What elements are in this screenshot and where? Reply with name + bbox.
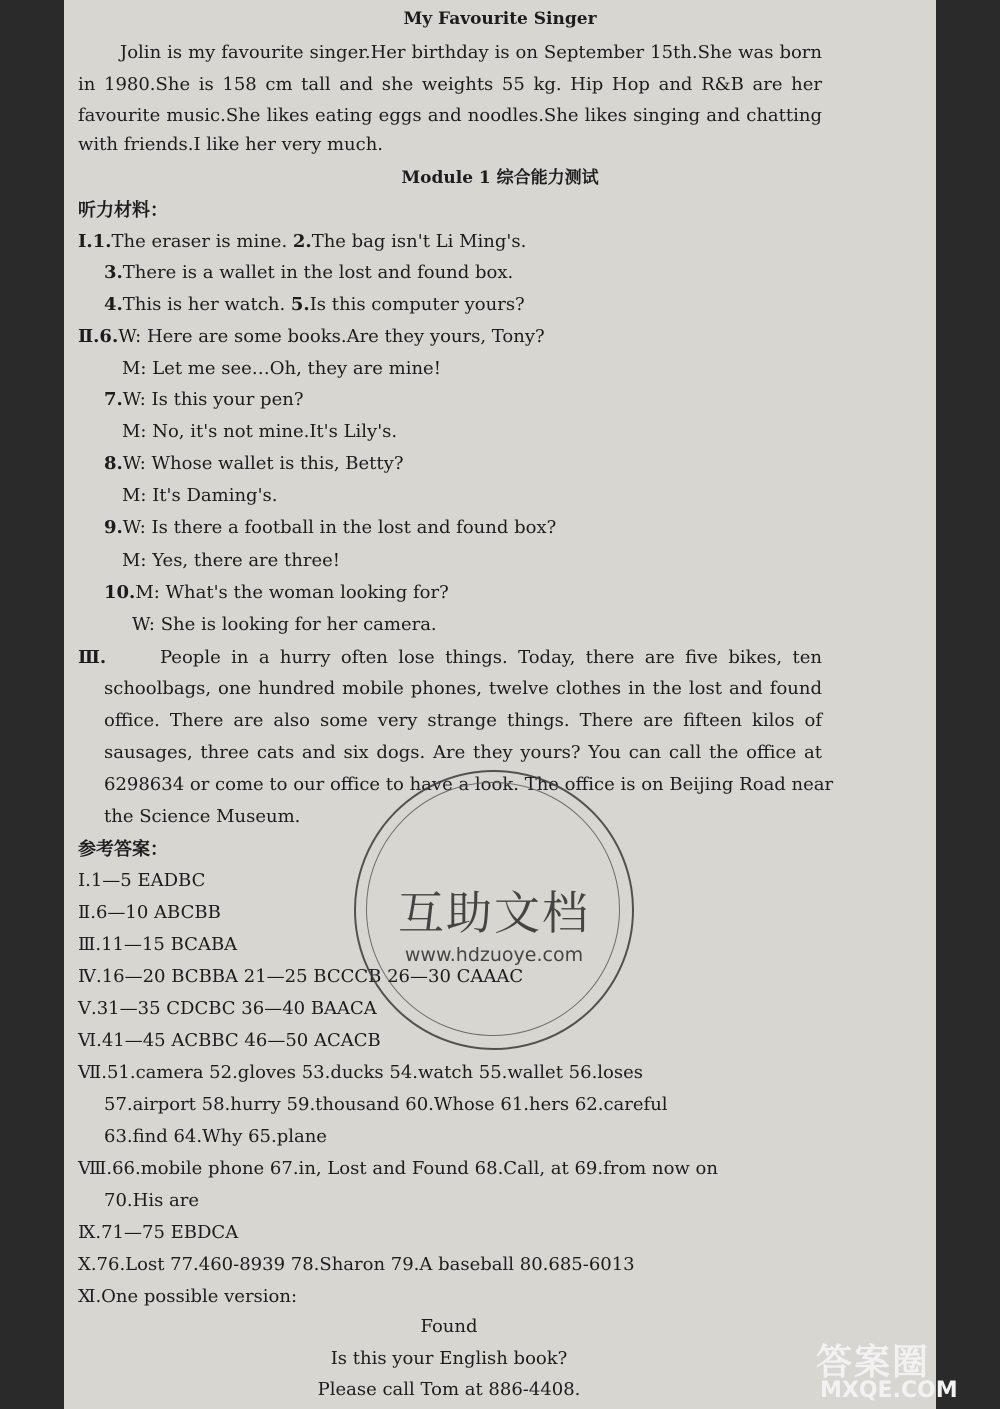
listening-line: 9.W: Is there a football in the lost and found box? — [104, 517, 557, 538]
answer-line: Ⅸ.71—75 EBDCA — [78, 1222, 239, 1243]
notice-title: Found — [420, 1316, 478, 1337]
answer-line: Ⅺ.One possible version: — [78, 1286, 298, 1307]
listening-line: M: Yes, there are three! — [122, 550, 341, 571]
notice-line: Is this your English book? — [330, 1348, 568, 1369]
passage-number: Ⅲ. — [78, 647, 107, 668]
answer-line: Ⅵ.41—45 ACBBC 46—50 ACACB — [78, 1030, 381, 1051]
document-page — [64, 0, 936, 1409]
listening-label: 听力材料： — [78, 200, 168, 221]
answers-label: 参考答案： — [78, 839, 168, 860]
stamp-cn-text: 互助文档 — [398, 886, 590, 940]
listening-line: M: No, it's not mine.It's Lily's. — [122, 421, 398, 442]
listening-line: Ⅱ.6.W: Here are some books.Are they yours, Tony? — [78, 326, 545, 347]
answer-line: Ⅱ.6—10 ABCBB — [78, 902, 221, 923]
essay-line: Jolin is my favourite singer.Her birthday is on September 15th.She was born — [120, 42, 822, 63]
answer-line: 57.airport 58.hurry 59.thousand 60.Whose 61.hers 62.careful — [104, 1094, 668, 1115]
listening-line: 7.W: Is this your pen? — [104, 389, 304, 410]
essay-line: favourite music.She likes eating eggs and noodles.She likes singing and chatting — [78, 105, 822, 126]
passage-line: sausages, three cats and six dogs. Are they yours? You can call the office at — [104, 742, 822, 763]
answer-line: Ⅰ.1—5 EADBC — [78, 870, 206, 891]
answer-line: Ⅷ.66.mobile phone 67.in, Lost and Found 68.Call, at 69.from now on — [78, 1158, 718, 1179]
answer-line: 63.find 64.Why 65.plane — [104, 1126, 327, 1147]
listening-line: 3.There is a wallet in the lost and found box. — [104, 262, 514, 283]
site-logo — [810, 1330, 1000, 1409]
passage-line: the Science Museum. — [104, 806, 301, 827]
listening-line: 4.This is her watch. 5.Is this computer yours? — [104, 294, 525, 315]
essay-line: with friends.I like her very much. — [78, 134, 384, 155]
answer-line: Ⅶ.51.camera 52.gloves 53.ducks 54.watch 55.wallet 56.loses — [78, 1062, 644, 1083]
passage-line: schoolbags, one hundred mobile phones, twelve clothes in the lost and found — [104, 678, 822, 699]
listening-line: M: It's Daming's. — [122, 485, 278, 506]
essay-title: My Favourite Singer — [403, 9, 597, 29]
answer-line: Ⅴ.31—35 CDCBC 36—40 BAACA — [78, 998, 377, 1019]
logo-en-text: MXQE.COM — [820, 1378, 958, 1403]
answer-line: Ⅲ.11—15 BCABA — [78, 934, 238, 955]
answer-line: Ⅳ.16—20 BCBBA 21—25 BCCCB 26—30 CAAAC — [78, 966, 524, 987]
listening-line: Ⅰ.1.The eraser is mine. 2.The bag isn't Li Ming's. — [78, 231, 527, 252]
listening-line: M: Let me see…Oh, they are mine! — [122, 358, 441, 379]
passage-line: People in a hurry often lose things. Today, there are five bikes, ten — [160, 647, 822, 668]
stamp-url-text: www.hdzuoye.com — [404, 944, 584, 966]
passage-line: office. There are also some very strange things. There are fifteen kilos of — [104, 710, 822, 731]
watermark-stamp — [354, 770, 634, 1050]
listening-line: W: She is looking for her camera. — [132, 614, 437, 635]
logo-cn-text: 答案圈 — [816, 1342, 931, 1383]
listening-line: 10.M: What's the woman looking for? — [104, 582, 449, 603]
essay-line: in 1980.She is 158 cm tall and she weights 55 kg. Hip Hop and R&B are her — [78, 74, 822, 95]
notice-line: Please call Tom at 886-4408. — [317, 1379, 581, 1400]
answer-line: Ⅹ.76.Lost 77.460-8939 78.Sharon 79.A baseball 80.685-6013 — [78, 1254, 635, 1275]
module-heading: Module 1 综合能力测试 — [401, 168, 599, 188]
answer-line: 70.His are — [104, 1190, 200, 1211]
listening-line: 8.W: Whose wallet is this, Betty? — [104, 453, 404, 474]
passage-line: 6298634 or come to our office to have a look. The office is on Beijing Road near — [104, 774, 834, 795]
